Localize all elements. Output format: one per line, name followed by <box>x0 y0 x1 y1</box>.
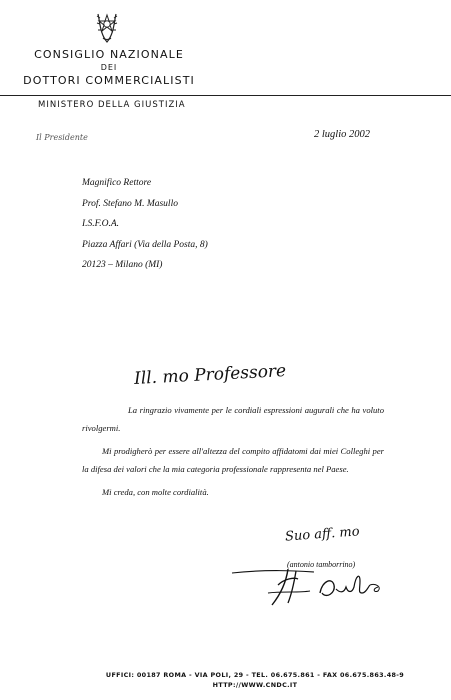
body-paragraph-1: La ringrazio vivamente per le cordiali espressioni augurali che ha voluto rivolgermi. <box>82 405 384 433</box>
recipient-line-3: I.S.F.O.A. <box>82 219 120 229</box>
letter-body <box>82 402 384 502</box>
recipient-line-1: Magnifico Rettore <box>82 178 152 188</box>
footer-address: UFFICI: 00187 ROMA - VIA POLI, 29 - TEL. 06.675.861 - FAX 06.675.863.48-9 <box>105 671 405 679</box>
recipient-address <box>82 177 208 280</box>
signer-name: (antonio tamborrino) <box>287 560 356 569</box>
ministry-label: MINISTERO DELLA GIUSTIZIA <box>38 100 186 110</box>
org-line-3: DOTTORI COMMERCIALISTI <box>23 74 195 87</box>
recipient-line-5: 20123 – Milano (MI) <box>82 260 163 270</box>
letterhead-divider <box>0 95 451 96</box>
org-line-2: DEI <box>100 63 118 72</box>
footer-website: HTTP://WWW.CNDC.IT <box>212 681 298 689</box>
letter-date: 2 luglio 2002 <box>314 129 371 140</box>
recipient-line-4: Piazza Affari (Via della Posta, 8) <box>82 239 208 250</box>
italian-republic-emblem-icon <box>94 8 120 46</box>
handwritten-signature <box>228 563 388 609</box>
footer-contact <box>60 670 450 690</box>
handwritten-closing: Suo aff. mo <box>284 524 361 545</box>
sender-title: Il Presidente <box>36 133 88 142</box>
handwritten-salutation: Ill. mo Professore <box>133 361 287 389</box>
body-paragraph-2: Mi prodigherò per essere all'altezza del compito affidatomi dai miei Colleghi per la difesa dei valori che la mia categoria professionale rappresenta nel Paese. <box>82 446 384 474</box>
recipient-line-2: Prof. Stefano M. Masullo <box>82 198 178 209</box>
organization-name <box>14 48 204 88</box>
body-paragraph-3: Mi creda, con molte cordialità. <box>102 487 209 497</box>
org-line-1: CONSIGLIO NAZIONALE <box>34 48 184 61</box>
